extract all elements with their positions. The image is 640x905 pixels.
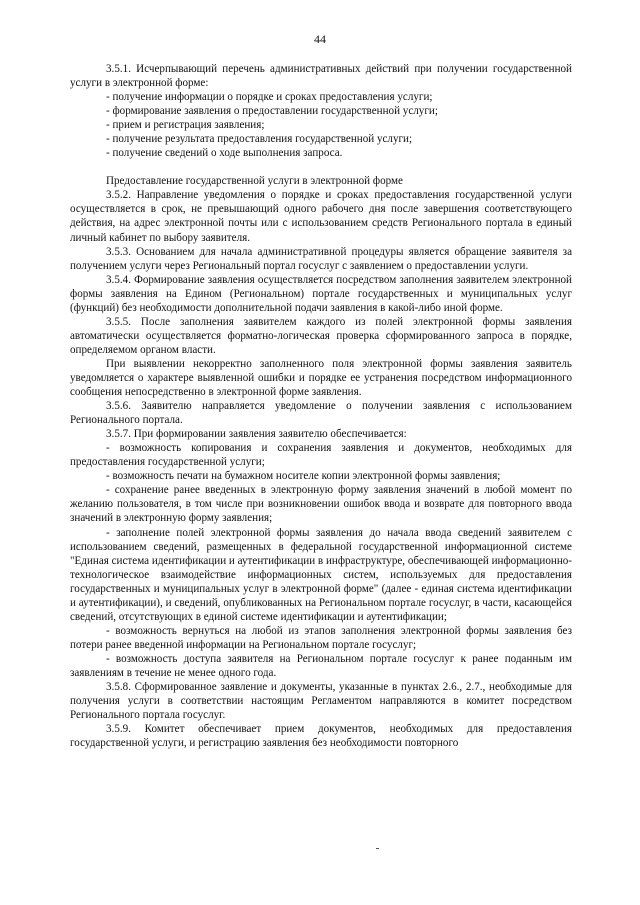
section-heading: Предоставление государственной услуги в электронной форме: [106, 175, 403, 188]
paragraph-3-5-9: 3.5.9. Комитет обеспечивает прием документов, необходимых для предоставления государственной услуги, и регистрацию заявления без необходимости повторного: [70, 723, 572, 750]
list-item: - получение информации о порядке и сроках предоставления услуги;: [106, 91, 433, 104]
paragraph-3-5-7: 3.5.7. При формировании заявления заявителю обеспечивается:: [106, 428, 407, 441]
list-item: - возможность доступа заявителя на Региональном портале госуслуг к ранее поданным им заявлениям в течение не менее одного года.: [70, 652, 572, 679]
list-item: - формирование заявления о предоставлении государственной услуги;: [106, 105, 438, 118]
paragraph-3-5-1: 3.5.1. Исчерпывающий перечень административных действий при получении государственной услуги в электронной форме:: [70, 63, 572, 90]
list-item: - возможность печати на бумажном носителе копии электронной формы заявления;: [106, 470, 501, 483]
paragraph-3-5-5: 3.5.5. После заполнения заявителем каждого из полей электронной формы заявления автоматически осуществляется форматно-логическая проверка сформированного запроса в порядке, определяемом органом власти.: [70, 315, 572, 356]
paragraph-3-5-6: 3.5.6. Заявителю направляется уведомление о получении заявления с использованием Регионального портала.: [70, 400, 572, 427]
list-item: - возможность вернуться на любой из этапов заполнения электронной формы заявления без потери ранее введенной информации на Региональном портале госуслуг;: [70, 624, 572, 651]
paragraph-3-5-8: 3.5.8. Сформированное заявление и документы, указанные в пунктах 2.6., 2.7., необходимые для получения услуги в соответствии настоящим Регламентом направляются в комитет посредством Регионального портала госуслуг.: [70, 681, 572, 722]
list-item: - прием и регистрация заявления;: [106, 119, 265, 132]
paragraph-3-5-4: 3.5.4. Формирование заявления осуществляется посредством заполнения заявителем электронной формы заявления на Едином (Региональном) портале государственных и муниципальных услуг (функций) без необходимости дополнительной подачи заявления в какой-либо иной форме.: [70, 273, 572, 314]
list-item: - получение результата предоставления государственной услуги;: [106, 133, 413, 146]
paragraph-3-5-3: 3.5.3. Основанием для начала административной процедуры является обращение заявителя за получением услуги через Региональный портал госуслуг с заявлением о предоставлении услуги.: [70, 245, 572, 272]
paragraph-error-notice: При выявлении некорректно заполненного поля электронной формы заявления заявитель уведомляется о характере выявленной ошибки и порядке ее устранения посредством информационного сообщения непосредственно в электронной форме заявления.: [70, 357, 572, 399]
list-item: - сохранение ранее введенных в электронную форму заявления значений в любой момент по желанию пользователя, в том числе при возникновении ошибок ввода и возврате для повторного ввода значений в электронную форму заявления;: [70, 484, 572, 525]
list-item: - возможность копирования и сохранения заявления и документов, необходимых для предоставления государственной услуги;: [70, 442, 572, 469]
list-item: - получение сведений о ходе выполнения запроса.: [106, 147, 343, 160]
scan-speck: [376, 848, 379, 849]
list-item: - заполнение полей электронной формы заявления до начала ввода сведений заявителем с использованием сведений, размещенных в федеральной государственной информационной системе "Единая система идентификации и аутентификации в инфраструктуре, обеспечивающей информационно-технологическое взаимодействие информационных систем, используемых для предоставления государственных и муниципальных услуг в электронной форме" (далее - единая система идентификации и аутентификации), и сведений, опубликованных на Региональном портале госуслуг, в части, касающейся сведений, отсутствующих в единой системе идентификации и аутентификации;: [70, 526, 572, 623]
paragraph-3-5-2: 3.5.2. Направление уведомления о порядке и сроках предоставления государственной услуги осуществляется в срок, не превышающий одного рабочего дня после завершения соответствующего действия, на адрес электронной почты или с использованием средств Регионального портала в единый личный кабинет по выбору заявителя.: [70, 189, 572, 244]
document-body: [70, 62, 572, 750]
page-number: 44: [314, 32, 326, 46]
